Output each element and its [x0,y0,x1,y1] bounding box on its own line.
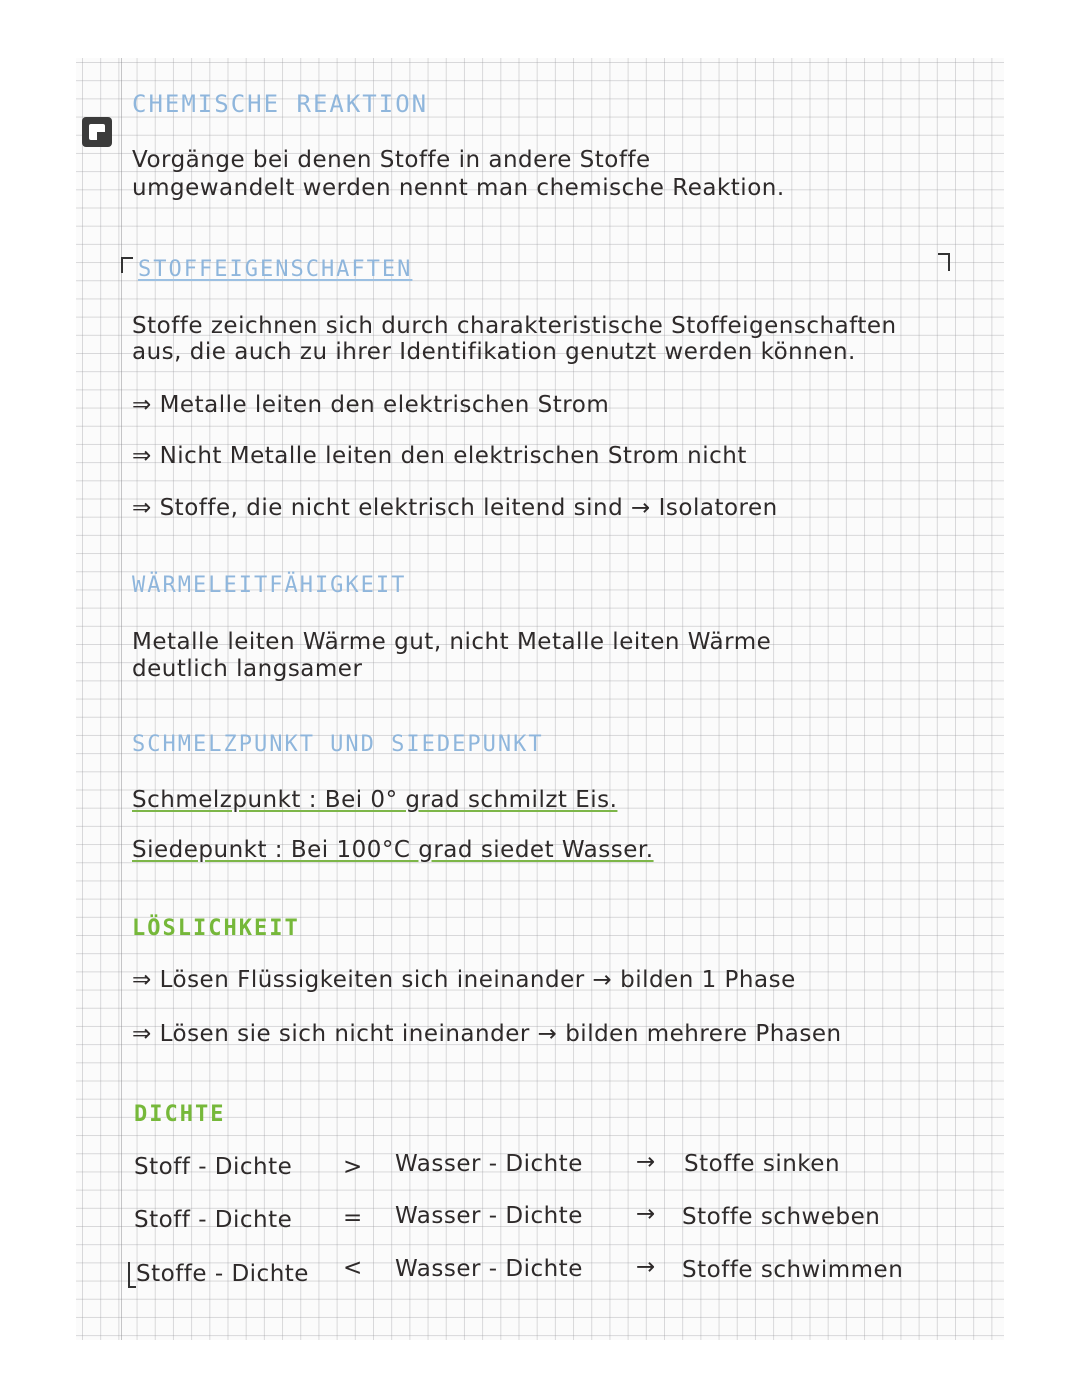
heading-stoffeigenschaften: STOFFEIGENSCHAFTEN [138,257,413,282]
dichte-row1-op: > [343,1154,363,1180]
bullet-isolatoren: ⇒ Stoffe, die nicht elektrisch leitend sind → Isolatoren [132,495,778,521]
siedepunkt-line: Siedepunkt : Bei 100°C grad siedet Wasser. [132,837,654,863]
heading-chemische-reaktion: CHEMISCHE REAKTION [132,90,429,118]
app-logo-icon [82,117,112,147]
heading-dichte: DICHTE [134,1102,226,1127]
stoff-text-line1: Stoffe zeichnen sich durch charakteristische Stoffeigenschaften [132,313,897,339]
dichte-row3-mid: Wasser - Dichte [395,1256,583,1282]
bullet-nicht-metalle: ⇒ Nicht Metalle leiten den elektrischen Strom nicht [132,443,747,469]
reaktion-text-line2: umgewandelt werden nennt man chemische Reaktion. [132,175,785,201]
waerme-text-line2: deutlich langsamer [132,656,363,682]
dichte-row2-right: Stoffe schweben [682,1204,881,1230]
dichte-row2-arrow: → [636,1201,656,1227]
loeslichkeit-line1: ⇒ Lösen Flüssigkeiten sich ineinander → bilden 1 Phase [132,967,796,993]
dichte-row3-op: < [343,1255,363,1281]
margin-line [121,58,122,1340]
dichte-row2-left: Stoff - Dichte [134,1207,293,1233]
dichte-row1-left: Stoff - Dichte [134,1154,293,1180]
bracket-right [938,253,950,271]
dichte-row3-left: Stoffe - Dichte [136,1261,309,1287]
heading-waermeleitfaehigkeit: WÄRMELEITFÄHIGKEIT [132,573,407,598]
dichte-row1-right: Stoffe sinken [684,1151,841,1177]
bracket-left [121,257,133,273]
bullet-metalle: ⇒ Metalle leiten den elektrischen Strom [132,392,610,418]
grid-paper [76,58,1004,1340]
schmelzpunkt-line: Schmelzpunkt : Bei 0° grad schmilzt Eis. [132,787,618,813]
loeslichkeit-line2: ⇒ Lösen sie sich nicht ineinander → bilden mehrere Phasen [132,1021,842,1047]
dichte-row3-right: Stoffe schwimmen [682,1257,904,1283]
reaktion-text-line1: Vorgänge bei denen Stoffe in andere Stoffe [132,147,651,173]
dichte-row1-arrow: → [636,1149,656,1175]
dichte-row1-mid: Wasser - Dichte [395,1151,583,1177]
dichte-row2-mid: Wasser - Dichte [395,1203,583,1229]
bracket-bottom-left [128,1262,136,1288]
dichte-row3-arrow: → [636,1254,656,1280]
stoff-text-line2: aus, die auch zu ihrer Identifikation genutzt werden können. [132,339,856,365]
dichte-row2-op: = [343,1205,363,1231]
heading-schmelz-siedepunkt: SCHMELZPUNKT UND SIEDEPUNKT [132,732,544,757]
heading-loeslichkeit: LÖSLICHKEIT [132,916,300,941]
waerme-text-line1: Metalle leiten Wärme gut, nicht Metalle leiten Wärme [132,629,772,655]
